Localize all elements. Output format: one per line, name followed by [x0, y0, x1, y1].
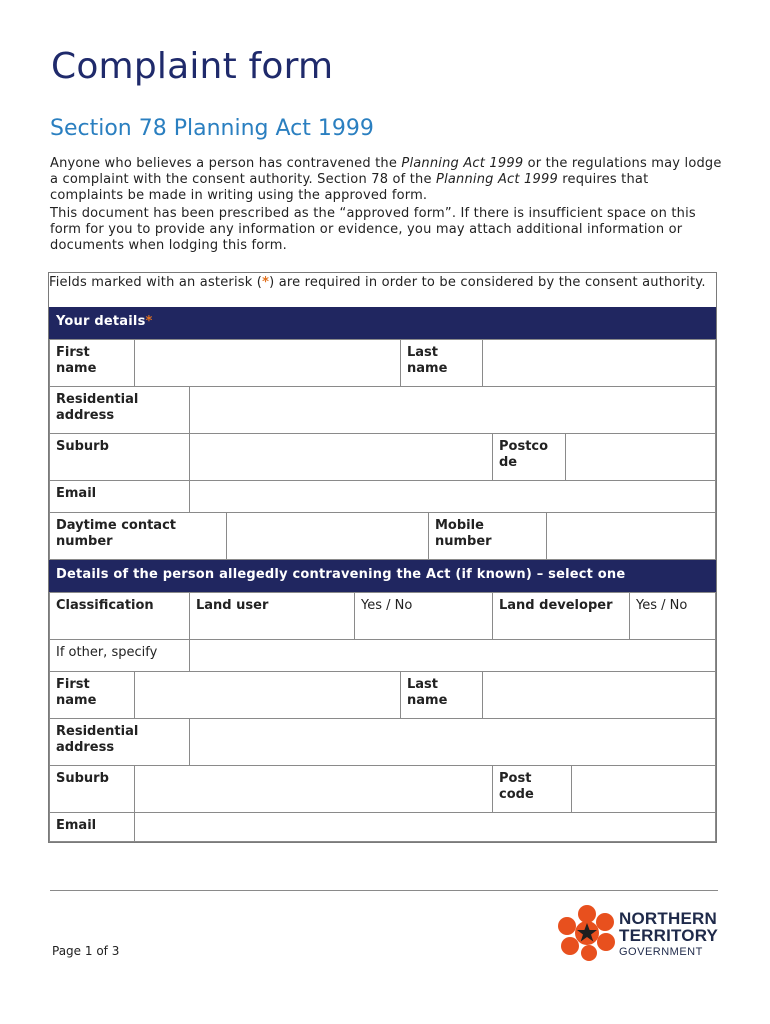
label-daytime-contact: Daytime contact number [49, 512, 227, 560]
input-suburb[interactable] [189, 433, 493, 481]
label-other-residential-address: Residential address [49, 718, 190, 766]
input-postcode[interactable] [565, 433, 716, 481]
other-suburb-field[interactable] [135, 766, 492, 812]
label-other-email: Email [49, 812, 135, 842]
other-email-field[interactable] [135, 813, 715, 841]
logo-line-2: TERRITORY [619, 926, 719, 945]
input-if-other[interactable] [189, 639, 716, 672]
input-last-name[interactable] [482, 339, 716, 387]
if-other-field[interactable] [190, 640, 715, 671]
label-land-developer: Land developer [492, 592, 630, 640]
label-email: Email [49, 480, 190, 513]
logo-line-3: GOVERNMENT [619, 946, 703, 958]
other-last-name-field[interactable] [483, 672, 715, 718]
page-subtitle: Section 78 Planning Act 1999 [50, 116, 374, 141]
section-heading-your-details [49, 307, 716, 339]
note-text: ) are required in order to be considered by the consent authority. [269, 275, 706, 290]
input-mobile[interactable] [546, 512, 716, 560]
page-title: Complaint form [51, 46, 334, 87]
label-mobile: Mobile number [428, 512, 547, 560]
section-heading-text: Your details [56, 314, 146, 329]
residential-address-field[interactable] [190, 387, 715, 433]
suburb-field[interactable] [190, 434, 492, 480]
other-first-name-field[interactable] [135, 672, 400, 718]
label-first-name: First name [49, 339, 135, 387]
label-other-first-name: First name [49, 671, 135, 719]
note-text: Fields marked with an asterisk ( [49, 275, 263, 290]
label-other-suburb: Suburb [49, 765, 135, 813]
desert-rose-icon [556, 904, 618, 962]
required-asterisk: * [262, 275, 270, 290]
intro-text: requires that complaints be made in writing using the approved form. [50, 172, 649, 203]
input-other-postcode[interactable] [571, 765, 716, 813]
logo-wordmark [619, 910, 718, 961]
nt-government-logo [556, 904, 722, 962]
label-other-postcode: Post code [492, 765, 572, 813]
label-residential-address: Residential address [49, 386, 190, 434]
postcode-field[interactable] [566, 434, 715, 480]
input-other-last-name[interactable] [482, 671, 716, 719]
required-asterisk: * [145, 314, 153, 329]
other-postcode-field[interactable] [572, 766, 715, 812]
label-other-last-name: Last name [400, 671, 483, 719]
act-title-italic: Planning Act 1999 [401, 156, 524, 171]
input-other-email[interactable] [134, 812, 716, 842]
intro-paragraph-1 [50, 156, 722, 204]
input-other-suburb[interactable] [134, 765, 493, 813]
label-if-other: If other, specify [49, 639, 190, 672]
input-daytime-contact[interactable] [226, 512, 429, 560]
input-residential-address[interactable] [189, 386, 716, 434]
act-title-italic: Planning Act 1999 [436, 172, 558, 187]
complaint-form-table [48, 272, 717, 843]
input-other-first-name[interactable] [134, 671, 401, 719]
label-last-name: Last name [400, 339, 483, 387]
page-number: Page 1 of 3 [52, 944, 120, 958]
daytime-contact-field[interactable] [227, 513, 428, 559]
intro-text: or the regulations may lodge a complaint with the consent authority. Section 78 of the [50, 156, 722, 187]
label-suburb: Suburb [49, 433, 190, 481]
land-user-yes-no[interactable]: Yes / No [354, 592, 493, 640]
email-field[interactable] [190, 481, 715, 512]
mobile-field[interactable] [547, 513, 715, 559]
required-fields-note [49, 275, 709, 291]
last-name-field[interactable] [483, 340, 715, 386]
intro-paragraph-2: This document has been prescribed as the “approved form”. If there is insufficient space on this form for you to provide any information or evidence, you may attach additional information or documents when lodging this form. [50, 206, 696, 253]
footer-divider [50, 890, 718, 891]
land-developer-yes-no[interactable]: Yes / No [629, 592, 716, 640]
first-name-field[interactable] [135, 340, 400, 386]
label-postcode: Postco de [492, 433, 566, 481]
logo-line-1: NORTHERN [619, 909, 717, 928]
section-heading-other-person: Details of the person allegedly contravening the Act (if known) – select one [49, 560, 716, 592]
intro-text: Anyone who believes a person has contravened the [50, 156, 402, 171]
other-residential-address-field[interactable] [190, 719, 715, 765]
input-first-name[interactable] [134, 339, 401, 387]
label-land-user: Land user [189, 592, 355, 640]
label-classification: Classification [49, 592, 190, 640]
input-email[interactable] [189, 480, 716, 513]
input-other-residential-address[interactable] [189, 718, 716, 766]
